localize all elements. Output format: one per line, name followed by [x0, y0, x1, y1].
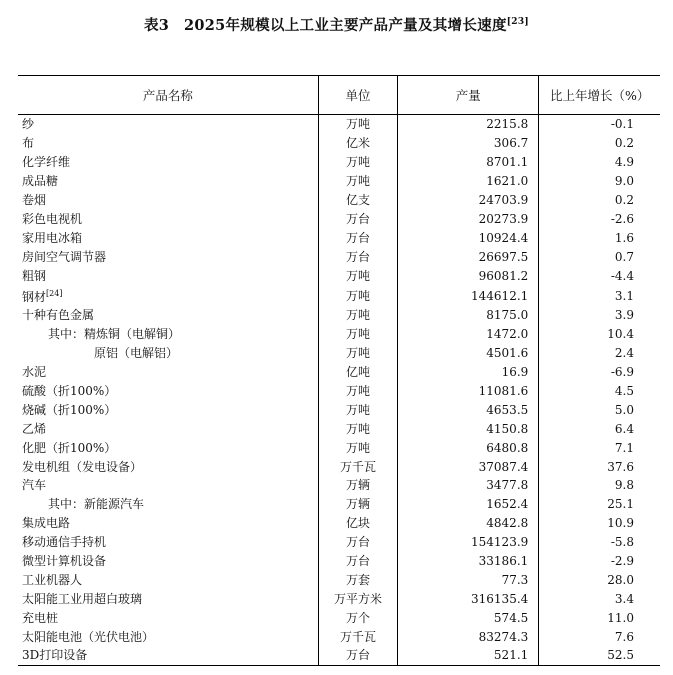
- header-output: 产量: [398, 76, 539, 115]
- unit-cell: 亿块: [318, 514, 398, 533]
- unit-cell: 万台: [318, 646, 398, 665]
- table-row: [18, 382, 660, 401]
- output-cell: 3477.8: [398, 476, 539, 495]
- product-name-cell: [18, 476, 318, 495]
- header-growth: 比上年增长（%）: [539, 76, 660, 115]
- product-name: 太阳能工业用超白玻璃: [22, 591, 143, 606]
- table-row: [18, 344, 660, 363]
- product-name-cell: [18, 570, 318, 589]
- growth-cell: 25.1: [539, 495, 660, 514]
- production-table: [18, 75, 660, 666]
- footnote-ref: [24]: [46, 289, 63, 299]
- table-row: [18, 266, 660, 285]
- output-cell: 4653.5: [398, 400, 539, 419]
- product-name: 化肥（折100%）: [22, 440, 117, 455]
- table-row: [18, 495, 660, 514]
- product-name: 彩色电视机: [22, 211, 83, 226]
- table-row: [18, 325, 660, 344]
- product-name-cell: [18, 552, 318, 571]
- product-name-cell: [18, 266, 318, 285]
- output-cell: 96081.2: [398, 266, 539, 285]
- product-name-cell: [18, 514, 318, 533]
- product-name: 集成电路: [22, 516, 71, 531]
- table-body: [18, 115, 660, 666]
- unit-cell: 万吨: [318, 400, 398, 419]
- output-cell: 37087.4: [398, 457, 539, 476]
- table-row: [18, 608, 660, 627]
- unit-cell: 万辆: [318, 495, 398, 514]
- product-name: 化学纤维: [22, 155, 71, 170]
- product-name-cell: [18, 533, 318, 552]
- unit-cell: 万吨: [318, 115, 398, 134]
- output-cell: 306.7: [398, 134, 539, 153]
- output-cell: 8701.1: [398, 153, 539, 172]
- output-cell: 4150.8: [398, 419, 539, 438]
- unit-cell: 万吨: [318, 325, 398, 344]
- growth-cell: -5.8: [539, 533, 660, 552]
- growth-cell: 10.9: [539, 514, 660, 533]
- output-cell: 574.5: [398, 608, 539, 627]
- table-row: [18, 438, 660, 457]
- product-name-cell: [18, 285, 318, 306]
- product-name: 水泥: [22, 365, 47, 380]
- table-row: [18, 419, 660, 438]
- header-unit: 单位: [318, 76, 398, 115]
- output-cell: 83274.3: [398, 627, 539, 646]
- product-name: 卷烟: [22, 193, 47, 207]
- unit-cell: 万套: [318, 570, 398, 589]
- growth-cell: 1.6: [539, 228, 660, 247]
- title-footnote-ref: [23]: [506, 17, 529, 28]
- product-name-cell: [18, 209, 318, 228]
- output-cell: 24703.9: [398, 191, 539, 210]
- output-cell: 77.3: [398, 570, 539, 589]
- product-name: 房间空气调节器: [22, 249, 107, 264]
- table-row: [18, 552, 660, 571]
- product-name: 充电桩: [22, 610, 59, 625]
- table-row: [18, 589, 660, 608]
- product-name-cell: [18, 115, 318, 134]
- growth-cell: 0.2: [539, 191, 660, 210]
- growth-cell: 5.0: [539, 400, 660, 419]
- unit-cell: 万台: [318, 533, 398, 552]
- output-cell: 8175.0: [398, 306, 539, 325]
- product-name-cell: [18, 495, 318, 514]
- product-name-cell: [18, 363, 318, 382]
- product-name-cell: [18, 589, 318, 608]
- growth-cell: 4.5: [539, 382, 660, 401]
- unit-cell: 亿米: [318, 134, 398, 153]
- output-cell: 1652.4: [398, 495, 539, 514]
- output-cell: 10924.4: [398, 228, 539, 247]
- table-row: [18, 646, 660, 665]
- product-name: 原铝（电解铝）: [94, 346, 179, 361]
- table-row: [18, 514, 660, 533]
- growth-cell: 28.0: [539, 570, 660, 589]
- growth-cell: -4.4: [539, 266, 660, 285]
- table-row: [18, 533, 660, 552]
- product-name-cell: [18, 172, 318, 191]
- product-name-cell: [18, 419, 318, 438]
- product-name: 其中：新能源汽车: [48, 497, 145, 512]
- table-row: [18, 285, 660, 306]
- unit-cell: 万平方米: [318, 589, 398, 608]
- unit-cell: 万吨: [318, 153, 398, 172]
- product-name-cell: [18, 438, 318, 457]
- unit-cell: 万吨: [318, 438, 398, 457]
- unit-cell: 万吨: [318, 382, 398, 401]
- growth-cell: 3.9: [539, 306, 660, 325]
- table-row: [18, 115, 660, 134]
- table-row: [18, 228, 660, 247]
- growth-cell: 7.6: [539, 627, 660, 646]
- output-cell: 144612.1: [398, 285, 539, 306]
- output-cell: 316135.4: [398, 589, 539, 608]
- table-row: [18, 247, 660, 266]
- unit-cell: 万千瓦: [318, 627, 398, 646]
- unit-cell: 万吨: [318, 344, 398, 363]
- unit-cell: 万吨: [318, 285, 398, 306]
- table-row: [18, 153, 660, 172]
- output-cell: 33186.1: [398, 552, 539, 571]
- product-name: 太阳能电池（光伏电池）: [22, 629, 155, 644]
- output-cell: 1621.0: [398, 172, 539, 191]
- product-name: 工业机器人: [22, 572, 83, 587]
- product-name: 硫酸（折100%）: [22, 384, 117, 399]
- product-name: 微型计算机设备: [22, 554, 107, 569]
- header-product-name: 产品名称: [18, 76, 318, 115]
- product-name-cell: [18, 325, 318, 344]
- product-name-cell: [18, 608, 318, 627]
- output-cell: 4842.8: [398, 514, 539, 533]
- table-title: [0, 14, 673, 35]
- unit-cell: 万台: [318, 209, 398, 228]
- growth-cell: 3.4: [539, 589, 660, 608]
- output-cell: 11081.6: [398, 382, 539, 401]
- product-name: 成品糖: [22, 174, 59, 189]
- product-name-cell: [18, 457, 318, 476]
- growth-cell: 4.9: [539, 153, 660, 172]
- unit-cell: 万吨: [318, 172, 398, 191]
- unit-cell: 万台: [318, 552, 398, 571]
- table-row: [18, 400, 660, 419]
- product-name: 十种有色金属: [22, 308, 95, 323]
- table-row: [18, 457, 660, 476]
- growth-cell: -6.9: [539, 363, 660, 382]
- product-name: 发电机组（发电设备）: [22, 459, 143, 474]
- table-row: [18, 191, 660, 210]
- table-row: [18, 134, 660, 153]
- growth-cell: 9.8: [539, 476, 660, 495]
- product-name-cell: [18, 627, 318, 646]
- output-cell: 2215.8: [398, 115, 539, 134]
- product-name-cell: [18, 247, 318, 266]
- table-row: [18, 627, 660, 646]
- growth-cell: 37.6: [539, 457, 660, 476]
- table-row: [18, 209, 660, 228]
- unit-cell: 万吨: [318, 419, 398, 438]
- unit-cell: 亿支: [318, 191, 398, 210]
- table-row: [18, 476, 660, 495]
- unit-cell: 万吨: [318, 266, 398, 285]
- product-name-cell: [18, 344, 318, 363]
- product-name: 乙烯: [22, 421, 47, 436]
- output-cell: 6480.8: [398, 438, 539, 457]
- growth-cell: -2.9: [539, 552, 660, 571]
- unit-cell: 万个: [318, 608, 398, 627]
- product-name-cell: [18, 382, 318, 401]
- unit-cell: 万辆: [318, 476, 398, 495]
- growth-cell: 52.5: [539, 646, 660, 665]
- product-name: 烧碱（折100%）: [22, 402, 117, 417]
- product-name-cell: [18, 306, 318, 325]
- product-name-cell: [18, 134, 318, 153]
- growth-cell: 0.7: [539, 247, 660, 266]
- unit-cell: 万吨: [318, 306, 398, 325]
- product-name: 移动通信手持机: [22, 535, 107, 550]
- table-row: [18, 306, 660, 325]
- product-name: 家用电冰箱: [22, 230, 83, 245]
- table-row: [18, 570, 660, 589]
- output-cell: 154123.9: [398, 533, 539, 552]
- growth-cell: -0.1: [539, 115, 660, 134]
- output-cell: 20273.9: [398, 209, 539, 228]
- product-name-cell: [18, 646, 318, 665]
- product-name: 3D打印设备: [22, 648, 88, 663]
- output-cell: 16.9: [398, 363, 539, 382]
- unit-cell: 万千瓦: [318, 457, 398, 476]
- growth-cell: 6.4: [539, 419, 660, 438]
- product-name-cell: [18, 400, 318, 419]
- product-name: 纱: [22, 117, 35, 132]
- table-row: [18, 363, 660, 382]
- product-name: 汽车: [22, 478, 47, 493]
- output-cell: 4501.6: [398, 344, 539, 363]
- product-name: 粗钢: [22, 268, 47, 283]
- growth-cell: 3.1: [539, 285, 660, 306]
- output-cell: 1472.0: [398, 325, 539, 344]
- table-title-text: 表3 2025年规模以上工业主要产品产量及其增长速度: [144, 17, 507, 34]
- growth-cell: 7.1: [539, 438, 660, 457]
- unit-cell: 万台: [318, 228, 398, 247]
- output-cell: 26697.5: [398, 247, 539, 266]
- product-name-cell: [18, 153, 318, 172]
- product-name: 其中：精炼铜（电解铜）: [48, 327, 181, 342]
- product-name: 布: [22, 136, 35, 151]
- header-row: [18, 76, 660, 115]
- product-name: 钢材: [22, 290, 47, 305]
- growth-cell: -2.6: [539, 209, 660, 228]
- growth-cell: 11.0: [539, 608, 660, 627]
- unit-cell: 万台: [318, 247, 398, 266]
- product-name-cell: [18, 228, 318, 247]
- growth-cell: 2.4: [539, 344, 660, 363]
- growth-cell: 0.2: [539, 134, 660, 153]
- product-name-cell: [18, 191, 318, 210]
- table-row: [18, 172, 660, 191]
- growth-cell: 9.0: [539, 172, 660, 191]
- output-cell: 521.1: [398, 646, 539, 665]
- unit-cell: 亿吨: [318, 363, 398, 382]
- growth-cell: 10.4: [539, 325, 660, 344]
